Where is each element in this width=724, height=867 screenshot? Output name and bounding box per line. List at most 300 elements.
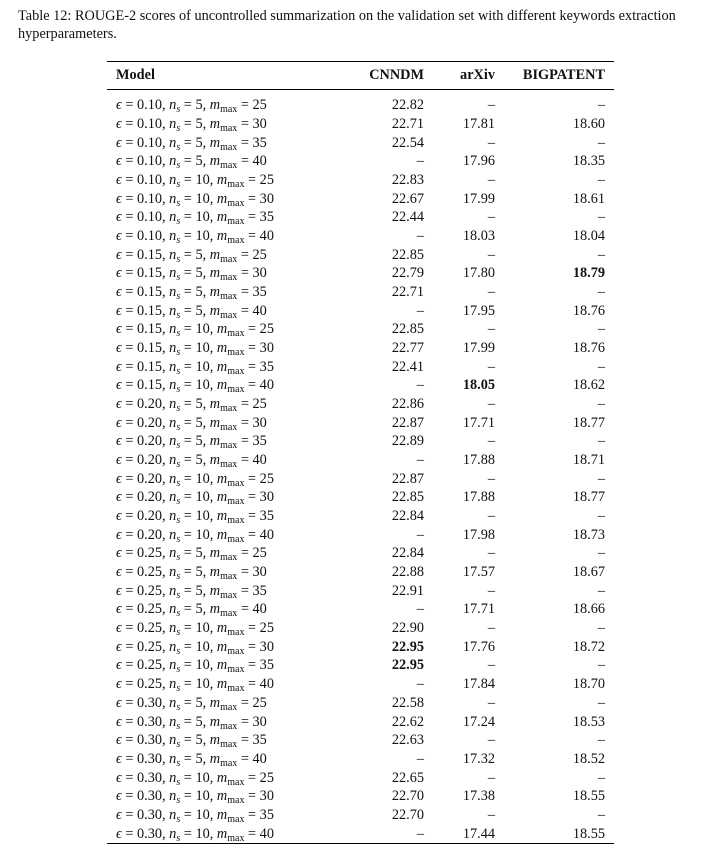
ns-value: 10 [195,806,210,823]
table-row [107,376,614,395]
epsilon-value: 0.15 [136,377,163,394]
arxiv-score: 18.05 [462,377,495,394]
bigpatent-score: – [597,694,605,711]
bigpatent-score: 18.04 [572,228,605,245]
epsilon-value: 0.30 [136,806,163,823]
table-row [107,581,614,600]
model-config: ϵ = 0.10, $n_s = 10$, $m_{max} = 25$ [116,172,274,191]
ns-value: 5 [195,396,203,413]
mmax-value: 30 [259,489,274,506]
table-row [107,133,614,152]
model-config: ϵ = 0.10, $n_s = 10$, $m_{max} = 35$ [116,209,274,228]
ns-value: 10 [195,358,210,375]
model-config: ϵ = 0.30, $n_s = 10$, $m_{max} = 40$ [116,825,274,844]
table-row [107,115,614,134]
table-caption: Table 12: ROUGE-2 scores of uncontrolled summarization on the validation set with different keywords extraction hyperparameters. [18,8,676,42]
arxiv-score: – [487,657,495,674]
bigpatent-score: – [597,433,605,450]
arxiv-score: – [487,396,495,413]
ns-value: 5 [195,134,203,151]
arxiv-score: 17.71 [462,601,495,618]
bigpatent-score: 18.53 [572,713,605,730]
mmax-value: 25 [252,246,267,263]
bigpatent-score: – [597,284,605,301]
arxiv-score: – [487,470,495,487]
arxiv-score: – [487,433,495,450]
epsilon-value: 0.10 [136,153,163,170]
ns-value: 5 [195,97,203,114]
table-row [107,637,614,656]
table-row [107,600,614,619]
cnndm-score: 22.95 [391,638,424,655]
header-model: Model [116,67,155,83]
mmax-value: 25 [259,172,274,189]
mmax-value: 35 [259,209,274,226]
model-config: ϵ = 0.20, $n_s = 5$, $m_{max} = 30$ [116,414,267,433]
epsilon-value: 0.10 [136,190,163,207]
epsilon-value: 0.25 [136,676,163,693]
table-row [107,619,614,638]
arxiv-score: – [487,97,495,114]
header-arxiv: arXiv [460,67,495,83]
ns-value: 5 [195,452,203,469]
model-config: ϵ = 0.20, $n_s = 5$, $m_{max} = 35$ [116,433,267,452]
cnndm-score: 22.63 [391,732,424,749]
epsilon-value: 0.10 [136,228,163,245]
epsilon-value: 0.20 [136,396,163,413]
model-config: ϵ = 0.25, $n_s = 5$, $m_{max} = 35$ [116,582,267,601]
arxiv-score: 17.95 [462,302,495,319]
ns-value: 10 [195,825,210,842]
bigpatent-score: 18.62 [572,377,605,394]
bigpatent-score: 18.60 [572,116,605,132]
arxiv-score: – [487,134,495,151]
table-row [107,357,614,376]
table-row [107,189,614,208]
arxiv-score: 17.88 [462,489,495,506]
model-config: ϵ = 0.15, $n_s = 10$, $m_{max} = 40$ [116,377,274,396]
table-row [107,694,614,713]
bigpatent-score: – [597,97,605,114]
mmax-value: 35 [252,134,267,151]
table-row [107,507,614,526]
bigpatent-score: 18.70 [572,676,605,693]
arxiv-score: 17.98 [462,526,495,543]
model-config: ϵ = 0.15, $n_s = 5$, $m_{max} = 30$ [116,265,267,284]
ns-value: 10 [195,209,210,226]
bigpatent-score: 18.55 [572,825,605,842]
mmax-value: 30 [259,788,274,805]
mmax-value: 30 [252,564,267,581]
epsilon-value: 0.20 [136,508,163,525]
bigpatent-score: – [597,806,605,823]
arxiv-score: – [487,806,495,823]
ns-value: 10 [195,657,210,674]
mmax-value: 40 [252,601,267,618]
cnndm-score: 22.90 [391,620,424,637]
bigpatent-score: 18.76 [572,340,605,357]
ns-value: 5 [195,713,203,730]
mmax-value: 40 [259,526,274,543]
mmax-value: 30 [259,340,274,357]
arxiv-score: 17.84 [462,676,495,693]
results-table-container [107,61,605,844]
table-row [107,432,614,451]
ns-value: 10 [195,788,210,805]
model-config: ϵ = 0.10, $n_s = 5$, $m_{max} = 40$ [116,153,267,172]
table-header-row [107,62,614,90]
epsilon-value: 0.10 [136,172,163,189]
mmax-value: 25 [252,396,267,413]
cnndm-score: – [416,601,424,618]
table-row [107,264,614,283]
model-config: ϵ = 0.20, $n_s = 10$, $m_{max} = 40$ [116,526,274,545]
cnndm-score: 22.54 [391,134,424,151]
epsilon-value: 0.30 [136,713,163,730]
table-row [107,90,614,115]
bigpatent-score: – [597,246,605,263]
ns-value: 5 [195,153,203,170]
bigpatent-score: – [597,582,605,599]
cnndm-score: 22.62 [391,713,424,730]
cnndm-score: 22.44 [391,209,424,226]
cnndm-score: 22.86 [391,396,424,413]
cnndm-score: 22.85 [391,489,424,506]
epsilon-value: 0.10 [136,209,163,226]
ns-value: 5 [195,694,203,711]
cnndm-score: – [416,825,424,842]
bigpatent-score: – [597,545,605,562]
epsilon-value: 0.15 [136,321,163,338]
mmax-value: 35 [252,732,267,749]
cnndm-score: 22.83 [391,172,424,189]
bigpatent-score: 18.35 [572,153,605,170]
arxiv-score: – [487,582,495,599]
mmax-value: 35 [252,582,267,599]
model-config: ϵ = 0.10, $n_s = 5$, $m_{max} = 25$ [116,97,267,116]
cnndm-score: 22.91 [391,582,424,599]
arxiv-score: – [487,545,495,562]
mmax-value: 25 [259,769,274,786]
rouge-results-table [107,61,614,844]
mmax-value: 30 [252,414,267,431]
mmax-value: 35 [252,433,267,450]
bigpatent-score: – [597,358,605,375]
cnndm-score: 22.70 [391,806,424,823]
ns-value: 5 [195,246,203,263]
model-config: ϵ = 0.20, $n_s = 10$, $m_{max} = 30$ [116,489,274,508]
epsilon-value: 0.25 [136,638,163,655]
model-config: ϵ = 0.25, $n_s = 10$, $m_{max} = 40$ [116,676,274,695]
epsilon-value: 0.15 [136,358,163,375]
cnndm-score: 22.67 [391,190,424,207]
mmax-value: 35 [259,508,274,525]
ns-value: 10 [195,489,210,506]
epsilon-value: 0.15 [136,246,163,263]
mmax-value: 25 [252,545,267,562]
table-row [107,675,614,694]
epsilon-value: 0.30 [136,825,163,842]
model-config: ϵ = 0.25, $n_s = 10$, $m_{max} = 25$ [116,620,274,639]
epsilon-value: 0.30 [136,732,163,749]
ns-value: 5 [195,601,203,618]
cnndm-score: 22.87 [391,470,424,487]
ns-value: 10 [195,228,210,245]
header-bigpatent: BIGPATENT [522,67,605,83]
mmax-value: 35 [259,358,274,375]
mmax-value: 35 [259,657,274,674]
arxiv-score: 17.96 [462,153,495,170]
model-config: ϵ = 0.10, $n_s = 10$, $m_{max} = 30$ [116,190,274,209]
mmax-value: 25 [252,97,267,114]
bigpatent-score: – [597,321,605,338]
epsilon-value: 0.15 [136,302,163,319]
cnndm-score: – [416,377,424,394]
cnndm-score: 22.79 [391,265,424,282]
arxiv-score: 18.03 [462,228,495,245]
ns-value: 10 [195,676,210,693]
epsilon-value: 0.25 [136,657,163,674]
cnndm-score: 22.85 [391,321,424,338]
bigpatent-score: – [597,470,605,487]
table-row [107,227,614,246]
mmax-value: 40 [259,825,274,842]
cnndm-score: 22.84 [391,508,424,525]
model-config: ϵ = 0.15, $n_s = 5$, $m_{max} = 40$ [116,302,267,321]
model-config: ϵ = 0.25, $n_s = 5$, $m_{max} = 30$ [116,564,267,583]
arxiv-score: – [487,321,495,338]
model-config: ϵ = 0.15, $n_s = 10$, $m_{max} = 35$ [116,358,274,377]
cnndm-score: 22.70 [391,788,424,805]
ns-value: 10 [195,377,210,394]
bigpatent-score: – [597,396,605,413]
table-row [107,208,614,227]
bigpatent-score: – [597,172,605,189]
epsilon-value: 0.10 [136,134,163,151]
cnndm-score: 22.58 [391,694,424,711]
arxiv-score: 17.38 [462,788,495,805]
table-row [107,469,614,488]
model-config: ϵ = 0.25, $n_s = 5$, $m_{max} = 40$ [116,601,267,620]
mmax-value: 40 [252,153,267,170]
model-config: ϵ = 0.20, $n_s = 5$, $m_{max} = 25$ [116,396,267,415]
ns-value: 10 [195,172,210,189]
mmax-value: 40 [252,302,267,319]
arxiv-score: – [487,769,495,786]
table-body [107,90,614,844]
arxiv-score: – [487,694,495,711]
table-row [107,731,614,750]
arxiv-score: – [487,358,495,375]
arxiv-score: 17.71 [462,414,495,431]
cnndm-score: – [416,526,424,543]
bigpatent-score: 18.76 [572,302,605,319]
ns-value: 10 [195,620,210,637]
model-config: ϵ = 0.15, $n_s = 5$, $m_{max} = 25$ [116,246,267,265]
table-row [107,806,614,825]
cnndm-score: – [416,228,424,245]
cnndm-score: 22.85 [391,246,424,263]
bigpatent-score: 18.61 [572,190,605,207]
ns-value: 5 [195,302,203,319]
model-config: ϵ = 0.30, $n_s = 10$, $m_{max} = 35$ [116,806,274,825]
cnndm-score: – [416,153,424,170]
mmax-value: 40 [259,228,274,245]
epsilon-value: 0.15 [136,340,163,357]
mmax-value: 30 [252,713,267,730]
epsilon-value: 0.25 [136,545,163,562]
table-row [107,245,614,264]
bigpatent-score: – [597,134,605,151]
arxiv-score: 17.76 [462,638,495,655]
arxiv-score: 17.24 [462,713,495,730]
epsilon-value: 0.20 [136,470,163,487]
arxiv-score: 17.99 [462,190,495,207]
model-config: ϵ = 0.20, $n_s = 10$, $m_{max} = 25$ [116,470,274,489]
bigpatent-score: – [597,620,605,637]
mmax-value: 35 [252,284,267,301]
ns-value: 5 [195,564,203,581]
epsilon-value: 0.25 [136,620,163,637]
table-row [107,563,614,582]
epsilon-value: 0.25 [136,601,163,618]
bigpatent-score: – [597,732,605,749]
bigpatent-score: 18.77 [572,489,605,506]
cnndm-score: 22.87 [391,414,424,431]
ns-value: 10 [195,638,210,655]
bigpatent-score: – [597,508,605,525]
ns-value: 5 [195,414,203,431]
mmax-value: 30 [259,638,274,655]
epsilon-value: 0.20 [136,526,163,543]
ns-value: 5 [195,284,203,301]
epsilon-value: 0.30 [136,788,163,805]
cnndm-score: 22.95 [391,657,424,674]
table-row [107,768,614,787]
cnndm-score: 22.41 [391,358,424,375]
epsilon-value: 0.20 [136,452,163,469]
epsilon-value: 0.10 [136,97,163,114]
bigpatent-score: 18.79 [572,265,605,282]
model-config: ϵ = 0.30, $n_s = 5$, $m_{max} = 30$ [116,713,267,732]
table-row [107,171,614,190]
epsilon-value: 0.25 [136,564,163,581]
mmax-value: 35 [259,806,274,823]
epsilon-value: 0.10 [136,116,163,132]
mmax-value: 30 [252,265,267,282]
arxiv-score: – [487,620,495,637]
ns-value: 10 [195,190,210,207]
epsilon-value: 0.20 [136,489,163,506]
ns-value: 10 [195,769,210,786]
header-cnndm: CNNDM [369,67,424,83]
cnndm-score: 22.84 [391,545,424,562]
table-row [107,824,614,843]
mmax-value: 25 [252,694,267,711]
epsilon-value: 0.15 [136,265,163,282]
arxiv-score: 17.32 [462,750,495,767]
table-row [107,544,614,563]
table-row [107,451,614,470]
arxiv-score: – [487,209,495,226]
model-config: ϵ = 0.25, $n_s = 5$, $m_{max} = 25$ [116,545,267,564]
cnndm-score: – [416,750,424,767]
mmax-value: 25 [259,620,274,637]
bigpatent-score: 18.67 [572,564,605,581]
ns-value: 10 [195,508,210,525]
arxiv-score: – [487,172,495,189]
mmax-value: 25 [259,321,274,338]
ns-value: 5 [195,750,203,767]
arxiv-score: 17.57 [462,564,495,581]
epsilon-value: 0.30 [136,769,163,786]
model-config: ϵ = 0.30, $n_s = 5$, $m_{max} = 25$ [116,694,267,713]
arxiv-score: – [487,732,495,749]
model-config: ϵ = 0.30, $n_s = 10$, $m_{max} = 25$ [116,769,274,788]
mmax-value: 25 [259,470,274,487]
bigpatent-score: 18.66 [572,601,605,618]
model-config: ϵ = 0.30, $n_s = 10$, $m_{max} = 30$ [116,788,274,807]
cnndm-score: 22.77 [391,340,424,357]
ns-value: 5 [195,433,203,450]
cnndm-score: – [416,452,424,469]
model-config: ϵ = 0.15, $n_s = 10$, $m_{max} = 25$ [116,321,274,340]
model-config: ϵ = 0.15, $n_s = 5$, $m_{max} = 35$ [116,284,267,303]
mmax-value: 30 [252,116,267,132]
arxiv-score: 17.44 [462,825,495,842]
model-config: ϵ = 0.25, $n_s = 10$, $m_{max} = 30$ [116,638,274,657]
ns-value: 10 [195,526,210,543]
bigpatent-score: – [597,769,605,786]
cnndm-score: 22.71 [391,284,424,301]
model-config: ϵ = 0.20, $n_s = 5$, $m_{max} = 40$ [116,452,267,471]
cnndm-score: 22.71 [391,116,424,132]
table-row [107,320,614,339]
model-config: ϵ = 0.25, $n_s = 10$, $m_{max} = 35$ [116,657,274,676]
ns-value: 5 [195,582,203,599]
epsilon-value: 0.30 [136,750,163,767]
mmax-value: 30 [259,190,274,207]
bigpatent-score: 18.71 [572,452,605,469]
ns-value: 5 [195,265,203,282]
cnndm-score: 22.82 [391,97,424,114]
table-row [107,339,614,358]
model-config: ϵ = 0.10, $n_s = 10$, $m_{max} = 40$ [116,228,274,247]
table-row [107,488,614,507]
ns-value: 10 [195,340,210,357]
model-config: ϵ = 0.10, $n_s = 5$, $m_{max} = 35$ [116,134,267,153]
table-row [107,301,614,320]
table-row [107,395,614,414]
cnndm-score: – [416,676,424,693]
table-row [107,283,614,302]
bigpatent-score: 18.77 [572,414,605,431]
arxiv-score: 17.99 [462,340,495,357]
table-row [107,787,614,806]
mmax-value: 40 [259,377,274,394]
bigpatent-score: 18.73 [572,526,605,543]
table-row [107,152,614,171]
table-row [107,656,614,675]
arxiv-score: 17.88 [462,452,495,469]
ns-value: 5 [195,732,203,749]
bigpatent-score: 18.52 [572,750,605,767]
ns-value: 5 [195,116,203,132]
arxiv-score: – [487,246,495,263]
epsilon-value: 0.25 [136,582,163,599]
cnndm-score: 22.88 [391,564,424,581]
model-config: ϵ = 0.30, $n_s = 5$, $m_{max} = 40$ [116,750,267,769]
